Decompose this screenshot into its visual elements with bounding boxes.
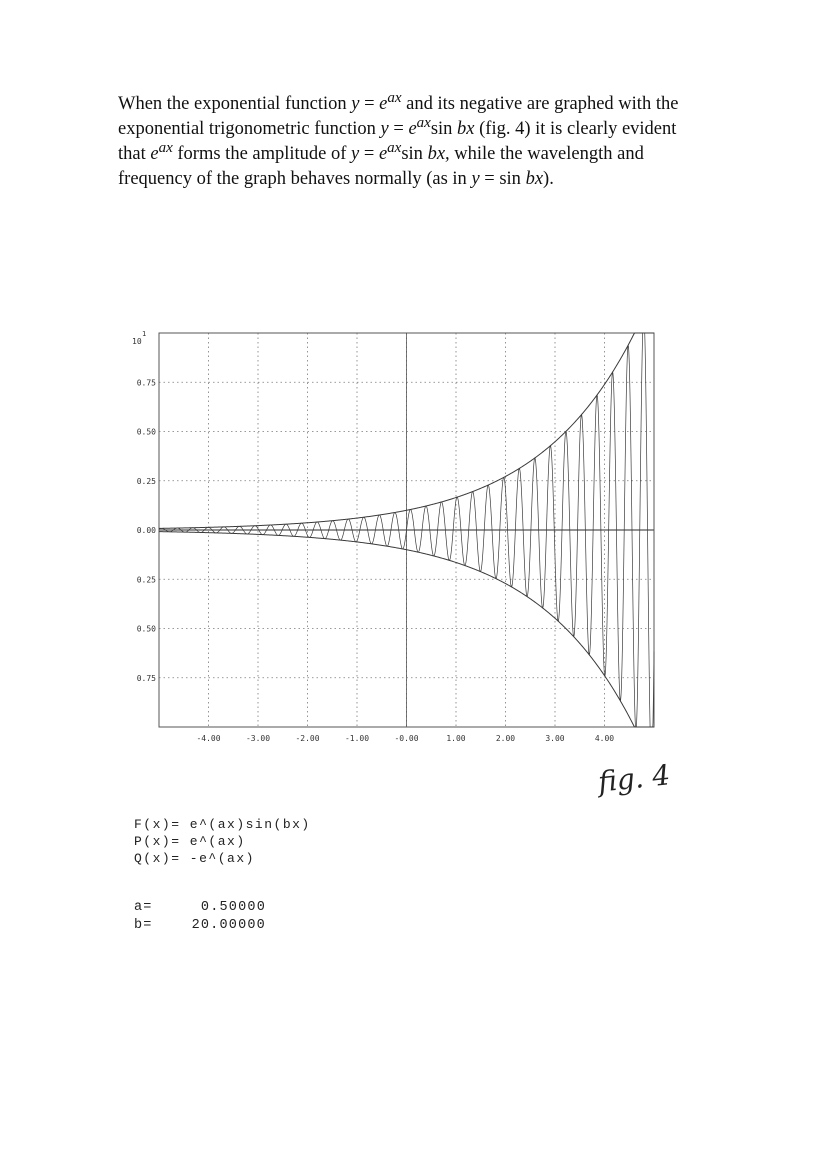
param-value: 0.50000 xyxy=(200,900,266,915)
text-run: forms the amplitude of xyxy=(172,144,352,164)
function-plot xyxy=(120,320,680,760)
var-bx: bx, xyxy=(427,144,450,164)
exponent-ax: ax xyxy=(416,115,431,131)
x-tick-label: -2.00 xyxy=(295,734,320,743)
text-run: and its negative are graphed with the exponential trigonometric function xyxy=(118,94,679,139)
y-tick-label: 0.25 xyxy=(136,575,156,585)
x-tick-label: 3.00 xyxy=(545,734,565,743)
y-exponent-power: 1 xyxy=(142,330,147,338)
var-y: y xyxy=(471,169,480,189)
exponent-ax: ax xyxy=(387,90,402,106)
var-e: e xyxy=(408,119,417,139)
formula-q: Q(x)= -e^(ax) xyxy=(134,851,255,866)
plot-svg xyxy=(120,320,680,760)
x-tick-label: -1.00 xyxy=(344,734,370,743)
x-tick-label: -0.00 xyxy=(394,734,419,743)
formula-f: F(x)= e^(ax)sin(bx) xyxy=(134,817,311,832)
exponent-ax: ax xyxy=(387,140,402,156)
var-e: e xyxy=(150,144,159,164)
x-tick-label: 4.00 xyxy=(594,734,615,743)
var-e: e xyxy=(378,144,388,164)
y-tick-label: 0.75 xyxy=(136,378,156,388)
text-run: ). xyxy=(543,169,554,189)
var-e: e xyxy=(379,94,388,114)
text-run: = xyxy=(388,119,409,139)
x-tick-label: -4.00 xyxy=(196,734,221,743)
text-run: sin xyxy=(401,144,428,164)
var-y: y xyxy=(380,119,389,139)
text-run: = xyxy=(359,94,380,114)
y-exponent-base: 10 xyxy=(132,337,142,346)
text-run: When the exponential function xyxy=(118,94,352,114)
x-tick-label: -3.00 xyxy=(245,734,271,743)
body-paragraph xyxy=(118,92,708,191)
exponent-ax: ax xyxy=(158,140,173,156)
text-run: sin xyxy=(430,119,458,139)
text-run: while the wavelength and frequency of the graph behaves normally (as in xyxy=(118,144,644,189)
text-run: (fig. 4) it is clearly evident that xyxy=(118,119,677,164)
parameter-list xyxy=(134,899,266,935)
y-tick-label: 0.25 xyxy=(136,476,156,486)
param-row-b xyxy=(134,917,266,935)
var-bx: bx xyxy=(525,169,544,189)
formula-list xyxy=(134,816,311,867)
param-value: 20.00000 xyxy=(191,918,266,933)
y-tick-label: 0.00 xyxy=(136,526,156,535)
text-run: = xyxy=(359,144,379,164)
text-run: = sin xyxy=(479,169,526,189)
var-y: y xyxy=(351,144,360,164)
param-name: a= xyxy=(134,900,153,915)
x-tick-label: 1.00 xyxy=(446,734,466,743)
var-y: y xyxy=(351,94,360,114)
formula-p: P(x)= e^(ax) xyxy=(134,834,246,849)
y-tick-label: 0.50 xyxy=(136,427,156,437)
param-row-a xyxy=(134,899,266,917)
var-bx: bx xyxy=(457,119,475,139)
param-name: b= xyxy=(134,918,153,933)
x-tick-label: 2.00 xyxy=(495,734,516,743)
figure-label: fig. 4 xyxy=(596,758,672,799)
y-tick-label: 0.75 xyxy=(136,673,156,683)
y-tick-label: 0.50 xyxy=(136,624,156,634)
